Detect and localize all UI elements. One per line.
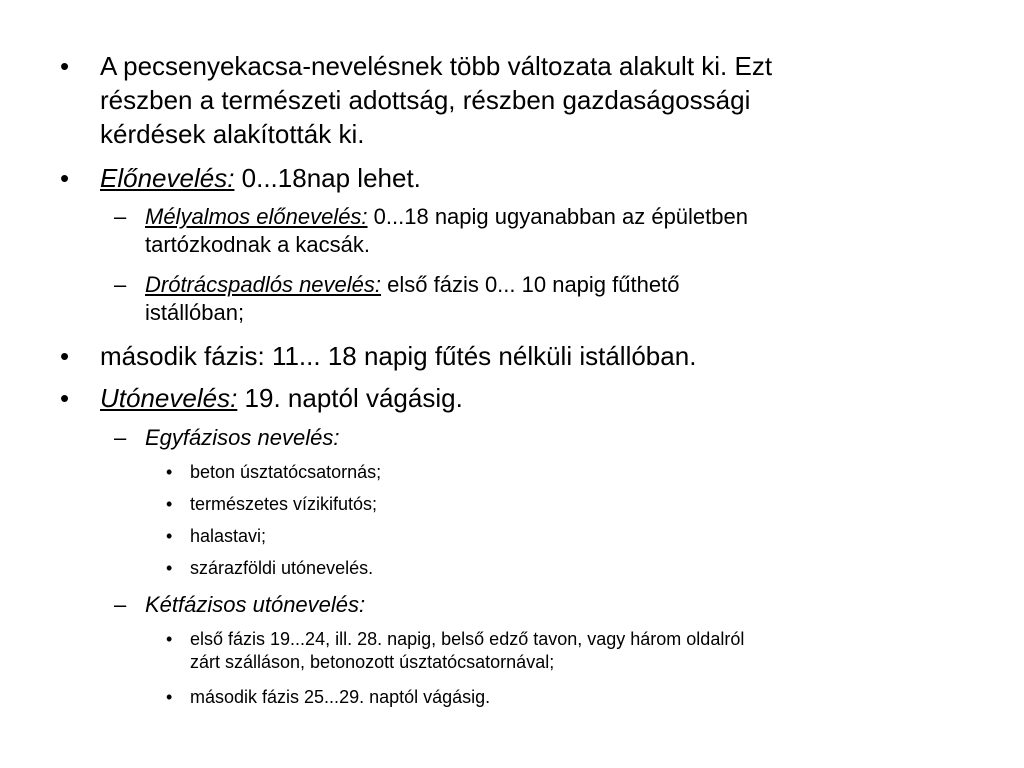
sub-bullet-text: tartózkodnak a kacsák. [145,232,371,257]
bullet-marker: • [166,462,173,482]
bullet-marker: • [60,163,70,193]
bullet-marker: • [166,558,173,578]
bullet-line [100,382,463,414]
term-label: Utónevelés: [100,383,238,413]
dash-marker: – [114,425,127,450]
bullet-text: 0...18nap lehet. [234,163,421,193]
list-item: halastavi; [190,526,267,546]
bullet-text: részben a természeti adottság, részben gazdaságossági [100,85,751,115]
bullet-text: második fázis: 11... 18 napig fűtés nélküli istállóban. [100,341,697,371]
term-label: Mélyalmos előnevelés: [145,204,368,229]
bullet-marker: • [166,687,173,707]
list-item: első fázis 19...24, ill. 28. napig, belső edző tavon, vagy három oldalról [190,629,745,649]
list-item: beton úsztatócsatornás; [190,462,382,482]
bullet-line [100,162,421,194]
bullet-marker: • [166,629,173,649]
dash-marker: – [114,272,127,297]
bullet-marker: • [166,526,173,546]
sub-bullet-label: Kétfázisos utónevelés: [145,592,366,617]
bullet-text: 19. naptól vágásig. [237,383,463,413]
list-item: szárazföldi utónevelés. [190,558,374,578]
dash-marker: – [114,592,127,617]
sub-bullet-text: 0...18 napig ugyanabban az épületben [367,204,748,229]
bullet-text: kérdések alakították ki. [100,119,365,149]
bullet-marker: • [60,383,70,413]
sub-bullet-label: Egyfázisos nevelés: [145,425,340,450]
sub-bullet-text: istállóban; [145,300,245,325]
list-item: természetes vízikifutós; [190,494,378,514]
bullet-text: A pecsenyekacsa-nevelésnek több változata alakult ki. Ezt [100,51,773,81]
list-item: zárt szálláson, betonozott úsztatócsatornával; [190,652,555,672]
bullet-marker: • [60,51,70,81]
dash-marker: – [114,204,127,229]
sub-bullet-text: első fázis 0... 10 napig fűthető [381,272,680,297]
sub-bullet-line [145,204,748,230]
term-label: Előnevelés: [100,163,235,193]
term-label: Drótrácspadlós nevelés: [145,272,382,297]
bullet-marker: • [166,494,173,514]
sub-bullet-line [145,272,679,298]
bullet-marker: • [60,341,70,371]
list-item: második fázis 25...29. naptól vágásig. [190,687,491,707]
